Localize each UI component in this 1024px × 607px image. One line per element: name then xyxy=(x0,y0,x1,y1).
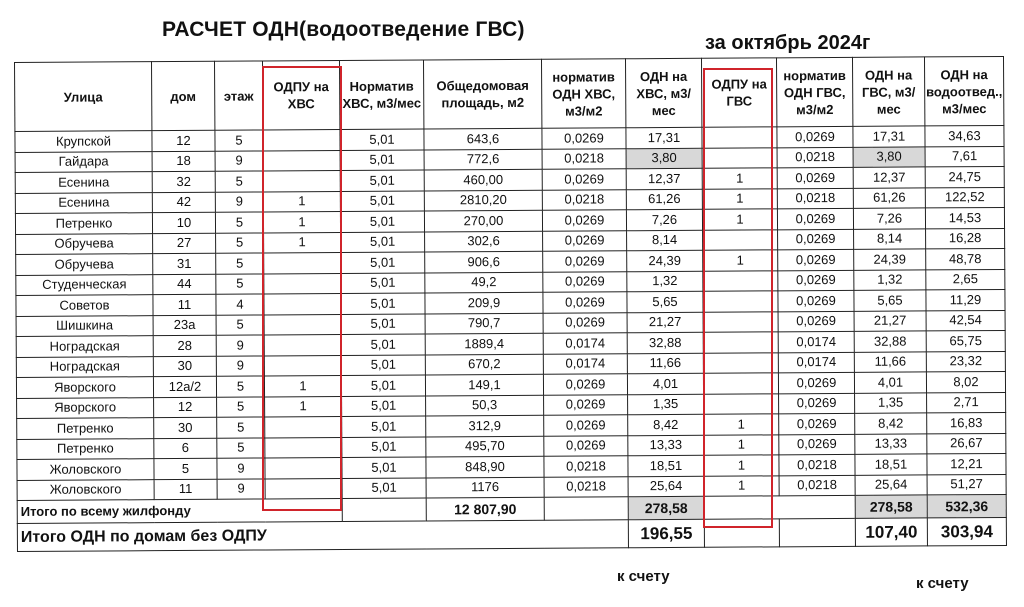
cell-odn-drain: 2,71 xyxy=(927,392,1006,413)
header-odn-drain: ОДН на водоотвед., м3/мес xyxy=(924,56,1003,125)
cell-norm-hvs: 5,01 xyxy=(341,231,425,252)
cell-odpu-hvs xyxy=(263,130,340,151)
cell-area: 49,2 xyxy=(425,272,543,293)
cell-odn-hvs: 1,32 xyxy=(627,271,703,292)
cell-norm-odn-hvs: 0,0269 xyxy=(543,271,627,292)
cell-odpu-hvs xyxy=(264,355,341,376)
cell-area: 149,1 xyxy=(425,374,543,395)
cell-odpu-gvs: 1 xyxy=(704,455,779,476)
cell-area: 643,6 xyxy=(424,128,542,149)
cell-norm-odn-hvs: 0,0218 xyxy=(544,456,628,477)
cell-odn-hvs: 13,33 xyxy=(628,435,704,456)
cell-house: 28 xyxy=(153,335,216,356)
cell-odn-drain: 8,02 xyxy=(926,371,1005,392)
cell-odn-hvs: 1,35 xyxy=(628,394,704,415)
cell-odn-drain: 12,21 xyxy=(927,453,1006,474)
total-all-area: 12 807,90 xyxy=(426,497,544,521)
cell-floors: 5 xyxy=(216,232,264,253)
cell-street: Крупской xyxy=(15,131,152,152)
cell-odn-gvs: 4,01 xyxy=(854,372,926,393)
cell-odn-gvs: 32,88 xyxy=(854,331,926,352)
cell-area: 50,3 xyxy=(426,395,544,416)
cell-norm-hvs: 5,01 xyxy=(341,375,425,396)
to-bill-note-drain: к счету xyxy=(916,575,969,592)
cell-odn-drain: 11,29 xyxy=(926,289,1005,310)
cell-odpu-gvs: 1 xyxy=(703,250,778,271)
cell-odpu-gvs: 1 xyxy=(704,475,779,496)
cell-odpu-hvs xyxy=(264,294,341,315)
cell-street: Жоловского xyxy=(17,459,154,480)
cell-norm-odn-hvs: 0,0269 xyxy=(544,394,628,415)
cell-norm-odn-gvs: 0,0269 xyxy=(777,208,853,229)
header-norm-odn-hvs: норматив ОДН ХВС, м3/м2 xyxy=(541,59,625,129)
cell-norm-hvs: 5,01 xyxy=(341,252,425,273)
cell-house: 12 xyxy=(154,397,217,418)
cell-odpu-hvs: 1 xyxy=(264,376,341,397)
cell-house: 10 xyxy=(152,212,215,233)
cell-norm-odn-gvs: 0,0269 xyxy=(778,290,854,311)
cell-house: 32 xyxy=(152,171,215,192)
cell-house: 42 xyxy=(152,192,215,213)
cell-floors: 9 xyxy=(216,335,264,356)
cell-odn-drain: 14,53 xyxy=(925,207,1004,228)
cell-norm-odn-hvs: 0,0269 xyxy=(542,128,626,149)
cell-street: Ноградская xyxy=(16,336,153,357)
cell-odn-gvs: 8,42 xyxy=(855,413,927,434)
cell-norm-odn-hvs: 0,0218 xyxy=(544,476,628,497)
cell-odpu-gvs: 1 xyxy=(704,434,779,455)
cell-odn-gvs: 8,14 xyxy=(854,228,926,249)
cell-odpu-gvs xyxy=(703,332,778,353)
total-no-odpu-odn-hvs: 196,55 xyxy=(628,519,704,547)
cell-odpu-hvs xyxy=(264,253,341,274)
cell-norm-hvs: 5,01 xyxy=(340,190,424,211)
cell-norm-odn-gvs: 0,0218 xyxy=(779,454,855,475)
cell-norm-odn-hvs: 0,0269 xyxy=(544,415,628,436)
cell-odn-drain: 65,75 xyxy=(926,330,1005,351)
cell-norm-odn-hvs: 0,0269 xyxy=(542,169,626,190)
cell-floors: 9 xyxy=(215,191,263,212)
cell-street: Обручева xyxy=(16,233,153,254)
cell-odn-gvs: 24,39 xyxy=(854,249,926,270)
cell-odn-gvs: 18,51 xyxy=(855,454,927,475)
cell-street: Советов xyxy=(16,295,153,316)
cell-odpu-hvs: 1 xyxy=(263,191,340,212)
cell-area: 906,6 xyxy=(425,251,543,272)
cell-norm-odn-gvs: 0,0269 xyxy=(779,413,855,434)
table-body xyxy=(15,125,1006,500)
header-house: дом xyxy=(152,61,215,130)
cell-floors: 5 xyxy=(216,376,264,397)
cell-floors: 5 xyxy=(216,314,264,335)
cell-house: 12а/2 xyxy=(153,376,216,397)
cell-odn-gvs: 25,64 xyxy=(855,474,927,495)
cell-area: 670,2 xyxy=(425,354,543,375)
cell-odn-gvs: 17,31 xyxy=(853,126,925,147)
cell-odn-hvs: 12,37 xyxy=(626,168,702,189)
cell-odpu-hvs xyxy=(264,335,341,356)
cell-odpu-gvs: 1 xyxy=(702,209,777,230)
header-norm-hvs: Норматив ХВС, м3/мес xyxy=(339,60,423,130)
cell-house: 18 xyxy=(152,151,215,172)
cell-street: Шишкина xyxy=(16,315,153,336)
cell-odn-hvs: 7,26 xyxy=(626,209,702,230)
cell-odn-gvs: 1,32 xyxy=(854,269,926,290)
cell-norm-odn-gvs: 0,0269 xyxy=(779,393,855,414)
cell-odn-drain: 34,63 xyxy=(925,125,1004,146)
cell-norm-odn-gvs: 0,0269 xyxy=(778,311,854,332)
total-no-odpu-label: Итого ОДН по домам без ОДПУ xyxy=(17,520,628,552)
cell-house: 31 xyxy=(153,253,216,274)
cell-house: 12 xyxy=(152,130,215,151)
cell-norm-odn-gvs: 0,0269 xyxy=(778,229,854,250)
header-odpu-gvs: ОДПУ на ГВС xyxy=(701,58,776,127)
cell-odpu-gvs xyxy=(703,270,778,291)
cell-norm-hvs: 5,01 xyxy=(342,436,426,457)
cell-floors: 5 xyxy=(216,253,264,274)
cell-area: 1176 xyxy=(426,477,544,498)
cell-odn-drain: 7,61 xyxy=(925,146,1004,167)
header-odn-hvs: ОДН на ХВС, м3/мес xyxy=(625,58,701,127)
cell-norm-odn-gvs: 0,0174 xyxy=(778,331,854,352)
cell-house: 30 xyxy=(154,417,217,438)
cell-floors: 5 xyxy=(216,273,264,294)
cell-odpu-hvs xyxy=(264,273,341,294)
cell-odn-hvs: 17,31 xyxy=(626,127,702,148)
cell-house: 27 xyxy=(153,233,216,254)
cell-odpu-hvs xyxy=(263,150,340,171)
cell-odn-hvs: 8,42 xyxy=(628,414,704,435)
cell-odn-hvs: 25,64 xyxy=(628,476,704,497)
cell-street: Обручева xyxy=(16,254,153,275)
cell-house: 11 xyxy=(154,479,217,500)
total-no-odpu-empty xyxy=(704,519,779,547)
cell-odpu-hvs xyxy=(263,171,340,192)
total-no-odpu-row xyxy=(17,517,1006,551)
cell-odpu-hvs xyxy=(265,458,342,479)
cell-norm-hvs: 5,01 xyxy=(341,293,425,314)
cell-odn-gvs: 1,35 xyxy=(855,392,927,413)
cell-norm-hvs: 5,01 xyxy=(340,211,424,232)
cell-odpu-gvs xyxy=(703,291,778,312)
cell-odn-drain: 42,54 xyxy=(926,310,1005,331)
cell-norm-hvs: 5,01 xyxy=(341,354,425,375)
cell-street: Петренко xyxy=(17,418,154,439)
cell-area: 848,90 xyxy=(426,456,544,477)
cell-odpu-gvs: 1 xyxy=(704,414,779,435)
cell-house: 5 xyxy=(154,458,217,479)
cell-floors: 9 xyxy=(217,478,265,499)
header-floors: этаж xyxy=(214,61,262,130)
cell-norm-odn-hvs: 0,0174 xyxy=(543,353,627,374)
total-all-empty xyxy=(704,496,779,519)
cell-norm-odn-gvs: 0,0218 xyxy=(777,147,853,168)
cell-odpu-hvs: 1 xyxy=(265,396,342,417)
cell-odn-hvs: 11,66 xyxy=(627,353,703,374)
cell-area: 302,6 xyxy=(425,231,543,252)
total-all-odn-drain: 532,36 xyxy=(927,494,1006,517)
cell-odn-gvs: 5,65 xyxy=(854,290,926,311)
cell-odpu-hvs xyxy=(264,314,341,335)
odn-table xyxy=(14,56,1007,552)
cell-odpu-gvs: 1 xyxy=(702,168,777,189)
total-no-odpu-odn-gvs: 107,40 xyxy=(855,518,927,546)
cell-norm-hvs: 5,01 xyxy=(342,477,426,498)
cell-odn-gvs: 11,66 xyxy=(854,351,926,372)
document-title: РАСЧЕТ ОДН(водоотведение ГВС) xyxy=(162,18,525,41)
cell-street: Студенческая xyxy=(16,274,153,295)
cell-odpu-hvs xyxy=(265,478,342,499)
cell-odn-gvs: 12,37 xyxy=(853,167,925,188)
cell-floors: 9 xyxy=(217,458,265,479)
header-norm-odn-gvs: норматив ОДН ГВС, м3/м2 xyxy=(776,57,852,126)
cell-odpu-hvs: 1 xyxy=(263,212,340,233)
cell-house: 6 xyxy=(154,438,217,459)
cell-odn-drain: 16,28 xyxy=(926,228,1005,249)
cell-odpu-hvs xyxy=(265,417,342,438)
total-all-odn-hvs: 278,58 xyxy=(628,496,704,519)
cell-odn-drain: 48,78 xyxy=(926,248,1005,269)
cell-odpu-gvs xyxy=(703,373,778,394)
cell-odn-hvs: 8,14 xyxy=(627,230,703,251)
total-all-label: Итого по всему жилфонду xyxy=(17,499,342,524)
cell-floors: 9 xyxy=(216,355,264,376)
cell-odn-drain: 122,52 xyxy=(925,187,1004,208)
header-row xyxy=(15,56,1004,131)
cell-floors: 9 xyxy=(215,150,263,171)
cell-norm-odn-hvs: 0,0174 xyxy=(543,333,627,354)
cell-norm-odn-hvs: 0,0269 xyxy=(543,374,627,395)
cell-norm-odn-gvs: 0,0269 xyxy=(777,167,853,188)
cell-odn-drain: 26,67 xyxy=(927,433,1006,454)
cell-odn-hvs: 18,51 xyxy=(628,455,704,476)
cell-street: Яворского xyxy=(16,377,153,398)
cell-norm-odn-gvs: 0,0269 xyxy=(779,434,855,455)
cell-norm-hvs: 5,01 xyxy=(341,334,425,355)
cell-odn-hvs: 5,65 xyxy=(627,291,703,312)
cell-norm-hvs: 5,01 xyxy=(340,149,424,170)
cell-odn-gvs: 3,80 xyxy=(853,146,925,167)
cell-norm-odn-gvs: 0,0174 xyxy=(778,352,854,373)
total-no-odpu-empty xyxy=(779,518,855,546)
header-odpu-hvs: ОДПУ на ХВС xyxy=(262,61,339,130)
cell-floors: 5 xyxy=(215,171,263,192)
cell-odpu-gvs xyxy=(703,311,778,332)
cell-norm-hvs: 5,01 xyxy=(340,129,424,150)
cell-odn-hvs: 4,01 xyxy=(627,373,703,394)
cell-odn-gvs: 61,26 xyxy=(853,187,925,208)
to-bill-note-hvs: к счету xyxy=(617,568,670,585)
cell-odn-drain: 2,65 xyxy=(926,269,1005,290)
cell-floors: 5 xyxy=(217,437,265,458)
cell-norm-odn-hvs: 0,0218 xyxy=(542,148,626,169)
cell-house: 11 xyxy=(153,294,216,315)
cell-street: Петренко xyxy=(15,213,152,234)
cell-norm-odn-hvs: 0,0269 xyxy=(543,230,627,251)
cell-street: Петренко xyxy=(17,438,154,459)
cell-street: Гайдара xyxy=(15,151,152,172)
cell-odn-drain: 51,27 xyxy=(927,474,1006,495)
document-period: за октябрь 2024г xyxy=(705,32,871,54)
cell-norm-odn-hvs: 0,0269 xyxy=(543,312,627,333)
cell-street: Есенина xyxy=(15,192,152,213)
total-all-empty xyxy=(544,497,628,521)
cell-street: Ноградская xyxy=(16,356,153,377)
cell-odpu-gvs xyxy=(702,127,777,148)
cell-norm-hvs: 5,01 xyxy=(342,416,426,437)
cell-odpu-gvs: 1 xyxy=(702,188,777,209)
cell-norm-odn-gvs: 0,0218 xyxy=(779,475,855,496)
total-all-empty xyxy=(342,498,426,522)
cell-area: 209,9 xyxy=(425,292,543,313)
cell-norm-hvs: 5,01 xyxy=(341,313,425,334)
cell-odpu-gvs xyxy=(703,229,778,250)
cell-area: 270,00 xyxy=(424,210,542,231)
cell-odn-gvs: 7,26 xyxy=(853,208,925,229)
cell-norm-hvs: 5,01 xyxy=(342,457,426,478)
cell-street: Яворского xyxy=(17,397,154,418)
cell-floors: 5 xyxy=(215,212,263,233)
cell-norm-odn-gvs: 0,0218 xyxy=(777,188,853,209)
cell-norm-odn-hvs: 0,0269 xyxy=(544,435,628,456)
total-all-odn-gvs: 278,58 xyxy=(855,495,927,518)
cell-norm-hvs: 5,01 xyxy=(342,395,426,416)
cell-area: 460,00 xyxy=(424,169,542,190)
total-all-empty xyxy=(779,495,855,518)
cell-odpu-hvs xyxy=(265,437,342,458)
cell-norm-odn-gvs: 0,0269 xyxy=(778,270,854,291)
cell-odn-drain: 23,32 xyxy=(926,351,1005,372)
cell-odn-hvs: 61,26 xyxy=(626,189,702,210)
cell-odn-hvs: 24,39 xyxy=(627,250,703,271)
cell-norm-hvs: 5,01 xyxy=(340,170,424,191)
cell-house: 44 xyxy=(153,274,216,295)
cell-odn-gvs: 21,27 xyxy=(854,310,926,331)
cell-house: 23а xyxy=(153,315,216,336)
cell-street: Жоловского xyxy=(17,479,154,500)
cell-odn-drain: 16,83 xyxy=(927,412,1006,433)
cell-odn-hvs: 21,27 xyxy=(627,312,703,333)
cell-floors: 5 xyxy=(217,417,265,438)
total-no-odpu-odn-drain: 303,94 xyxy=(927,517,1006,545)
cell-norm-odn-gvs: 0,0269 xyxy=(778,249,854,270)
cell-street: Есенина xyxy=(15,172,152,193)
cell-floors: 5 xyxy=(215,130,263,151)
cell-norm-odn-hvs: 0,0269 xyxy=(543,292,627,313)
cell-norm-hvs: 5,01 xyxy=(341,272,425,293)
header-area: Общедомовая площадь, м2 xyxy=(423,59,541,129)
cell-norm-odn-hvs: 0,0218 xyxy=(542,189,626,210)
cell-odpu-gvs xyxy=(702,147,777,168)
cell-norm-odn-hvs: 0,0269 xyxy=(542,210,626,231)
header-odn-gvs: ОДН на ГВС, м3/мес xyxy=(852,57,924,126)
header-street: Улица xyxy=(15,62,152,132)
cell-area: 312,9 xyxy=(426,415,544,436)
cell-area: 1889,4 xyxy=(425,333,543,354)
cell-floors: 4 xyxy=(216,294,264,315)
cell-area: 2810,20 xyxy=(424,190,542,211)
cell-odn-gvs: 13,33 xyxy=(855,433,927,454)
cell-norm-odn-hvs: 0,0269 xyxy=(543,251,627,272)
cell-norm-odn-gvs: 0,0269 xyxy=(777,126,853,147)
cell-odpu-hvs: 1 xyxy=(264,232,341,253)
cell-area: 772,6 xyxy=(424,149,542,170)
cell-norm-odn-gvs: 0,0269 xyxy=(778,372,854,393)
cell-odpu-gvs xyxy=(703,352,778,373)
cell-odn-drain: 24,75 xyxy=(925,166,1004,187)
cell-odn-hvs: 32,88 xyxy=(627,332,703,353)
cell-odn-hvs: 3,80 xyxy=(626,148,702,169)
cell-area: 790,7 xyxy=(425,313,543,334)
cell-area: 495,70 xyxy=(426,436,544,457)
cell-floors: 5 xyxy=(217,396,265,417)
cell-house: 30 xyxy=(153,356,216,377)
cell-odpu-gvs xyxy=(704,393,779,414)
calculation-sheet xyxy=(14,56,1007,552)
